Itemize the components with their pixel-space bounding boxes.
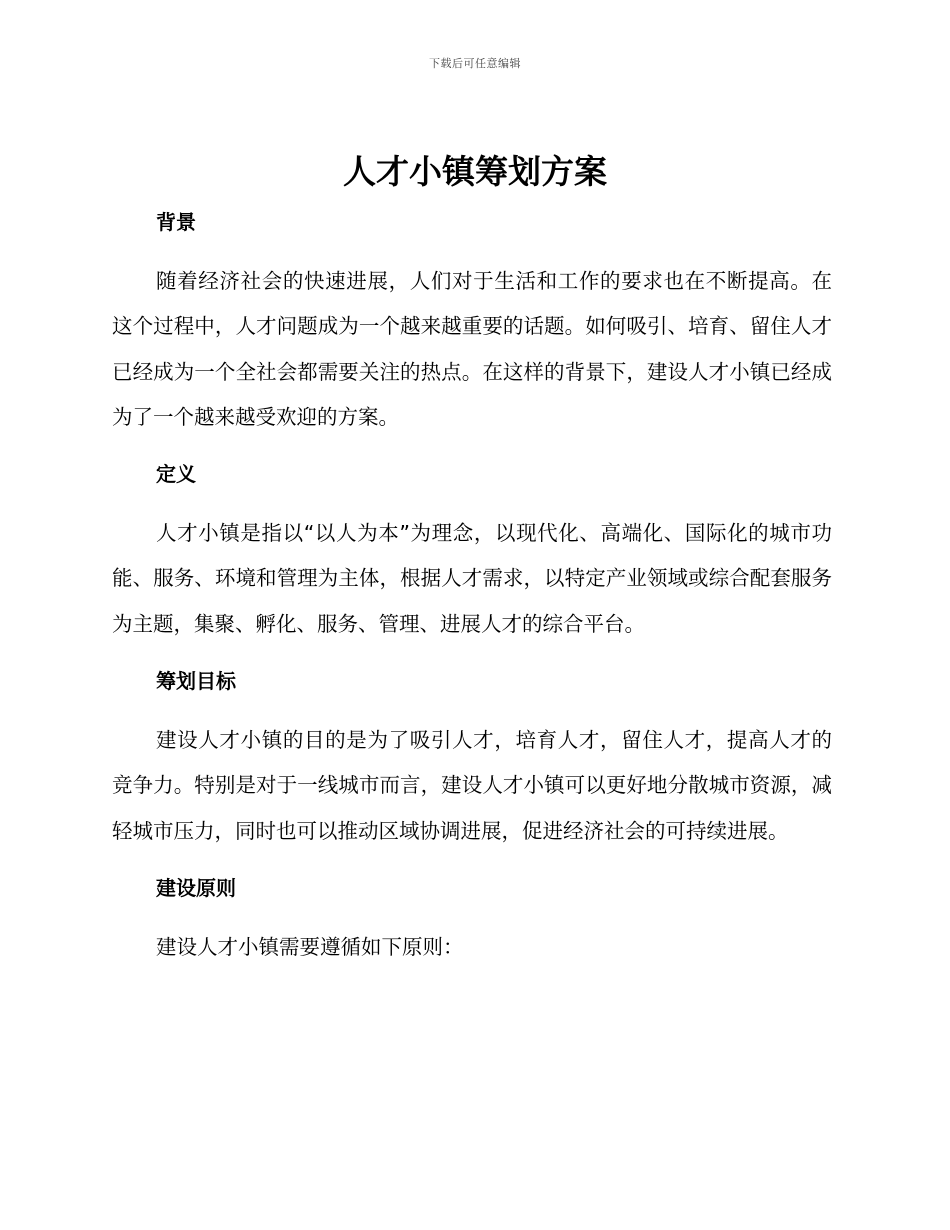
section-paragraph: 建设人才小镇需要遵循如下原则： xyxy=(156,934,464,959)
section-heading: 定义 xyxy=(156,462,196,487)
section-heading: 建设原则 xyxy=(156,875,236,900)
header-note: 下载后可任意编辑 xyxy=(429,57,521,70)
section-background xyxy=(112,204,832,456)
document-body xyxy=(112,204,832,970)
section-principles xyxy=(112,870,832,970)
section-definition xyxy=(112,456,832,663)
document-title: 人才小镇筹划方案 xyxy=(343,152,607,191)
section-goals xyxy=(112,663,832,870)
section-paragraph: 人才小镇是指以“以人为本”为理念，以现代化、高端化、国际化的城市功能、服务、环境和管理为主体，根据人才需求，以特定产业领域或综合配套服务为主题，集聚、孵化、服务、管理、进展人才的综合平台。 xyxy=(112,521,832,636)
section-heading: 背景 xyxy=(156,210,196,234)
section-heading: 筹划目标 xyxy=(156,669,236,694)
section-paragraph: 随着经济社会的快速进展，人们对于生活和工作的要求也在不断提高。在这个过程中，人才问题成为一个越来越重要的话题。如何吸引、培育、留住人才已经成为一个全社会都需要关注的热点。在这样的背景下，建设人才小镇已经成为了一个越来越受欢迎的方案。 xyxy=(112,269,832,429)
section-paragraph: 建设人才小镇的目的是为了吸引人才，培育人才，留住人才，提高人才的竞争力。特别是对于一线城市而言，建设人才小镇可以更好地分散城市资源，减轻城市压力，同时也可以推动区域协调进展，促进经济社会的可持续进展。 xyxy=(112,728,832,843)
